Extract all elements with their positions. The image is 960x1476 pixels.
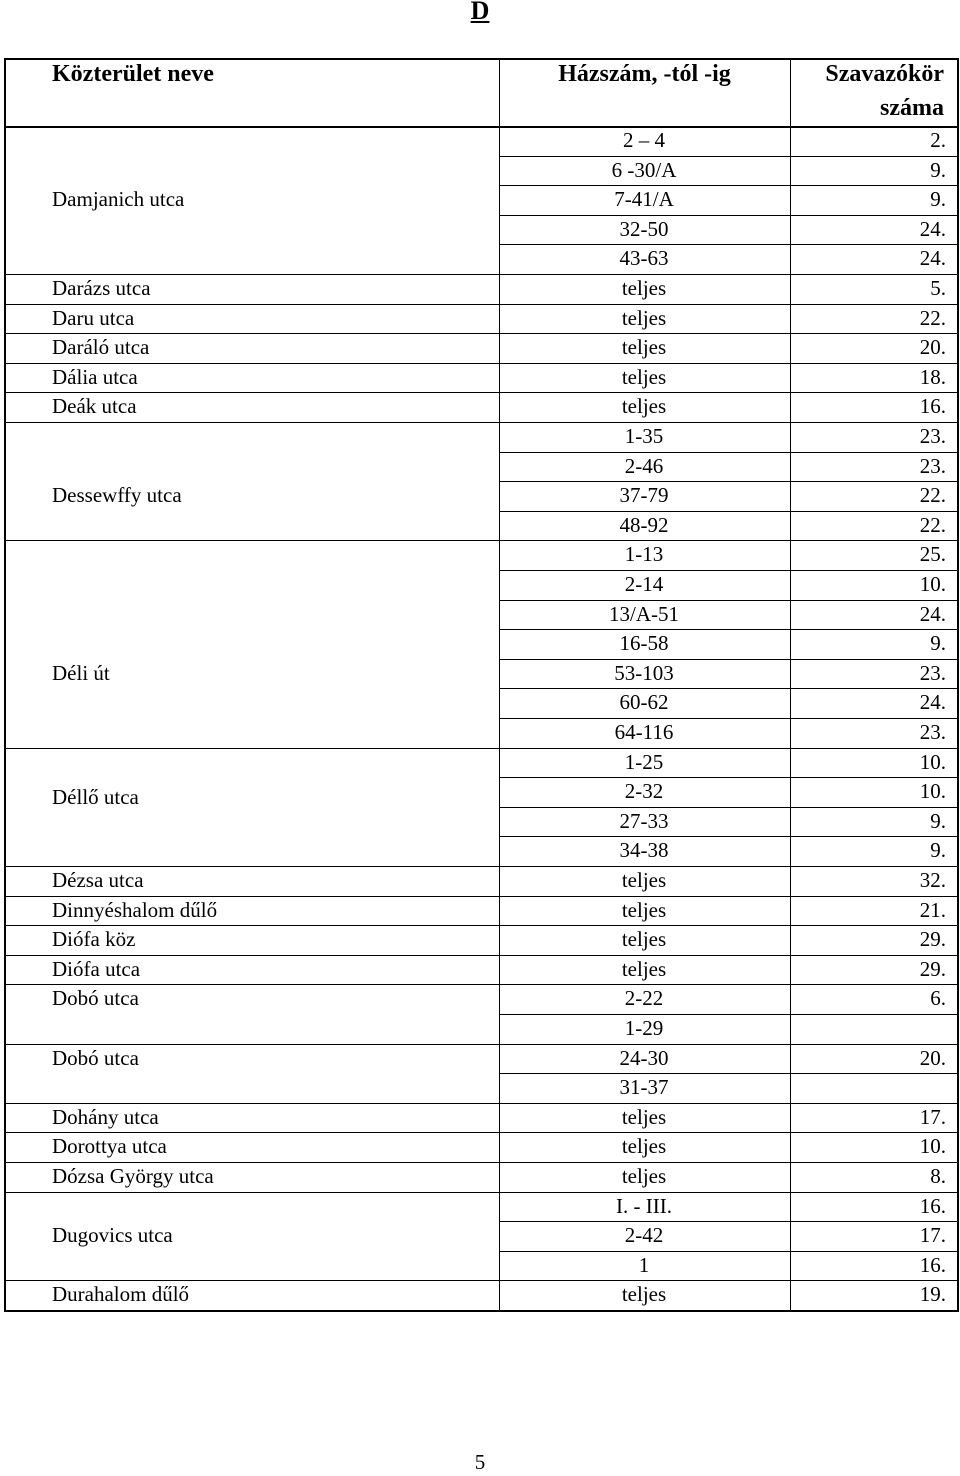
column-divider [790,58,791,1310]
street-name: Dorottya utca [52,1134,167,1159]
house-range: 1-29 [624,1016,664,1040]
district-number: 20. [919,335,946,360]
house-range: teljes [621,1164,667,1188]
house-range: 7-41/A [614,187,674,212]
street-name: Dobó utca [52,1045,139,1070]
house-range: 2-42 [624,1223,664,1248]
district-number: 9. [930,631,946,656]
district-number: 29. [919,956,946,981]
row-divider [4,422,957,423]
house-range: teljes [621,364,667,389]
house-range: teljes [621,335,667,360]
street-name: Déli út [52,660,110,685]
house-range: 53-103 [614,660,674,685]
street-name: Durahalom dűlő [52,1282,190,1307]
house-range: 37-79 [619,483,669,508]
district-number: 8. [930,1164,946,1188]
row-divider [4,748,957,749]
section-letter: D [470,0,490,25]
district-number: 20. [919,1045,946,1070]
row-divider [4,1044,957,1045]
district-number: 6. [930,986,946,1011]
street-name: Daru utca [52,305,135,330]
page-number: 5 [474,1450,486,1474]
house-range: 60-62 [619,690,669,715]
row-divider [4,363,957,364]
row-divider [4,1192,957,1193]
house-range: teljes [621,1104,667,1129]
house-range: 64-116 [614,720,674,744]
table-right-border [957,58,959,1312]
row-divider [4,304,957,305]
district-number: 10. [919,779,946,804]
district-number: 23. [919,424,946,448]
street-name: Dugovics utca [52,1223,173,1248]
house-range: teljes [621,868,667,892]
house-range: 1-13 [624,542,664,567]
table-top-border [4,58,957,60]
house-range: 48-92 [619,512,669,537]
district-number: 25. [919,542,946,567]
district-number: 23. [919,720,946,744]
table-left-border [4,58,6,1312]
house-range: 34-38 [619,838,669,863]
house-range: teljes [621,1134,667,1159]
district-number: 16. [919,1252,946,1277]
header-street-name: Közterület neve [52,61,214,87]
district-number: 23. [919,453,946,478]
table-bottom-border [4,1310,957,1312]
house-range: teljes [621,394,667,419]
street-name: Dézsa utca [52,868,144,892]
house-range: teljes [621,956,667,981]
district-number: 2. [930,128,946,152]
district-number: 21. [919,897,946,922]
row-divider [4,540,957,541]
house-range: 1-35 [624,424,664,448]
house-range: teljes [621,927,667,952]
street-name: Dózsa György utca [52,1164,214,1188]
house-range: 13/A-51 [609,601,679,626]
street-name: Darázs utca [52,276,151,300]
district-number: 16. [919,394,946,419]
house-range: 32-50 [619,216,669,241]
house-range: 31-37 [619,1075,669,1100]
house-range: 6 -30/A [611,157,677,182]
header-house-range: Házszám, -tól -ig [558,61,731,87]
row-divider [4,984,957,985]
house-range: 27-33 [619,808,669,833]
house-range: teljes [621,897,667,922]
header-district-number: Szavazókör [825,61,944,87]
district-number: 24. [919,601,946,626]
district-number: 22. [919,512,946,537]
house-range: 2-14 [624,572,664,596]
street-name: Dessewffy utca [52,483,182,508]
street-name: Damjanich utca [52,187,185,212]
house-range: 16-58 [619,631,669,656]
house-range: 2-22 [624,986,664,1011]
district-number: 29. [919,927,946,952]
district-number: 23. [919,660,946,685]
street-name: Dinnyéshalom dűlő [52,897,218,922]
district-number: 10. [919,1134,946,1159]
district-number: 24. [919,690,946,715]
district-number: 19. [919,1282,946,1307]
row-divider [4,392,957,393]
district-number: 16. [919,1193,946,1218]
district-number: 32. [919,868,946,892]
house-range: teljes [621,305,667,330]
house-range: teljes [621,276,667,300]
district-number: 22. [919,305,946,330]
house-range: 2-32 [624,779,664,804]
street-name: Daráló utca [52,335,150,360]
street-name: Deák utca [52,394,137,419]
street-name: Déllő utca [52,785,139,810]
row-divider [4,866,957,867]
street-name: Diófa utca [52,956,141,981]
street-name: Dália utca [52,364,138,389]
house-range: 2-46 [624,453,664,478]
street-name: Diófa köz [52,927,136,952]
district-number: 9. [930,838,946,863]
street-name: Dohány utca [52,1104,159,1129]
district-number: 24. [919,246,946,271]
district-number: 24. [919,216,946,241]
district-number: 10. [919,572,946,596]
house-range: 1-25 [624,749,664,774]
header-district-number-2: száma [880,95,944,121]
house-range: teljes [621,1282,667,1307]
house-range: I. - III. [616,1193,672,1218]
district-number: 17. [919,1104,946,1129]
district-number: 10. [919,749,946,774]
district-number: 9. [930,808,946,833]
district-number: 5. [930,276,946,300]
house-range: 1 [638,1252,650,1277]
house-range: 24-30 [619,1045,669,1070]
district-number: 17. [919,1223,946,1248]
house-range: 43-63 [619,246,669,271]
row-divider [4,955,957,956]
street-name: Dobó utca [52,986,139,1011]
district-number: 9. [930,187,946,212]
header-bottom-border [4,126,957,128]
district-number: 9. [930,157,946,182]
district-number: 22. [919,483,946,508]
row-divider [4,925,957,926]
district-number: 18. [919,364,946,389]
house-range: 2 – 4 [623,128,665,152]
